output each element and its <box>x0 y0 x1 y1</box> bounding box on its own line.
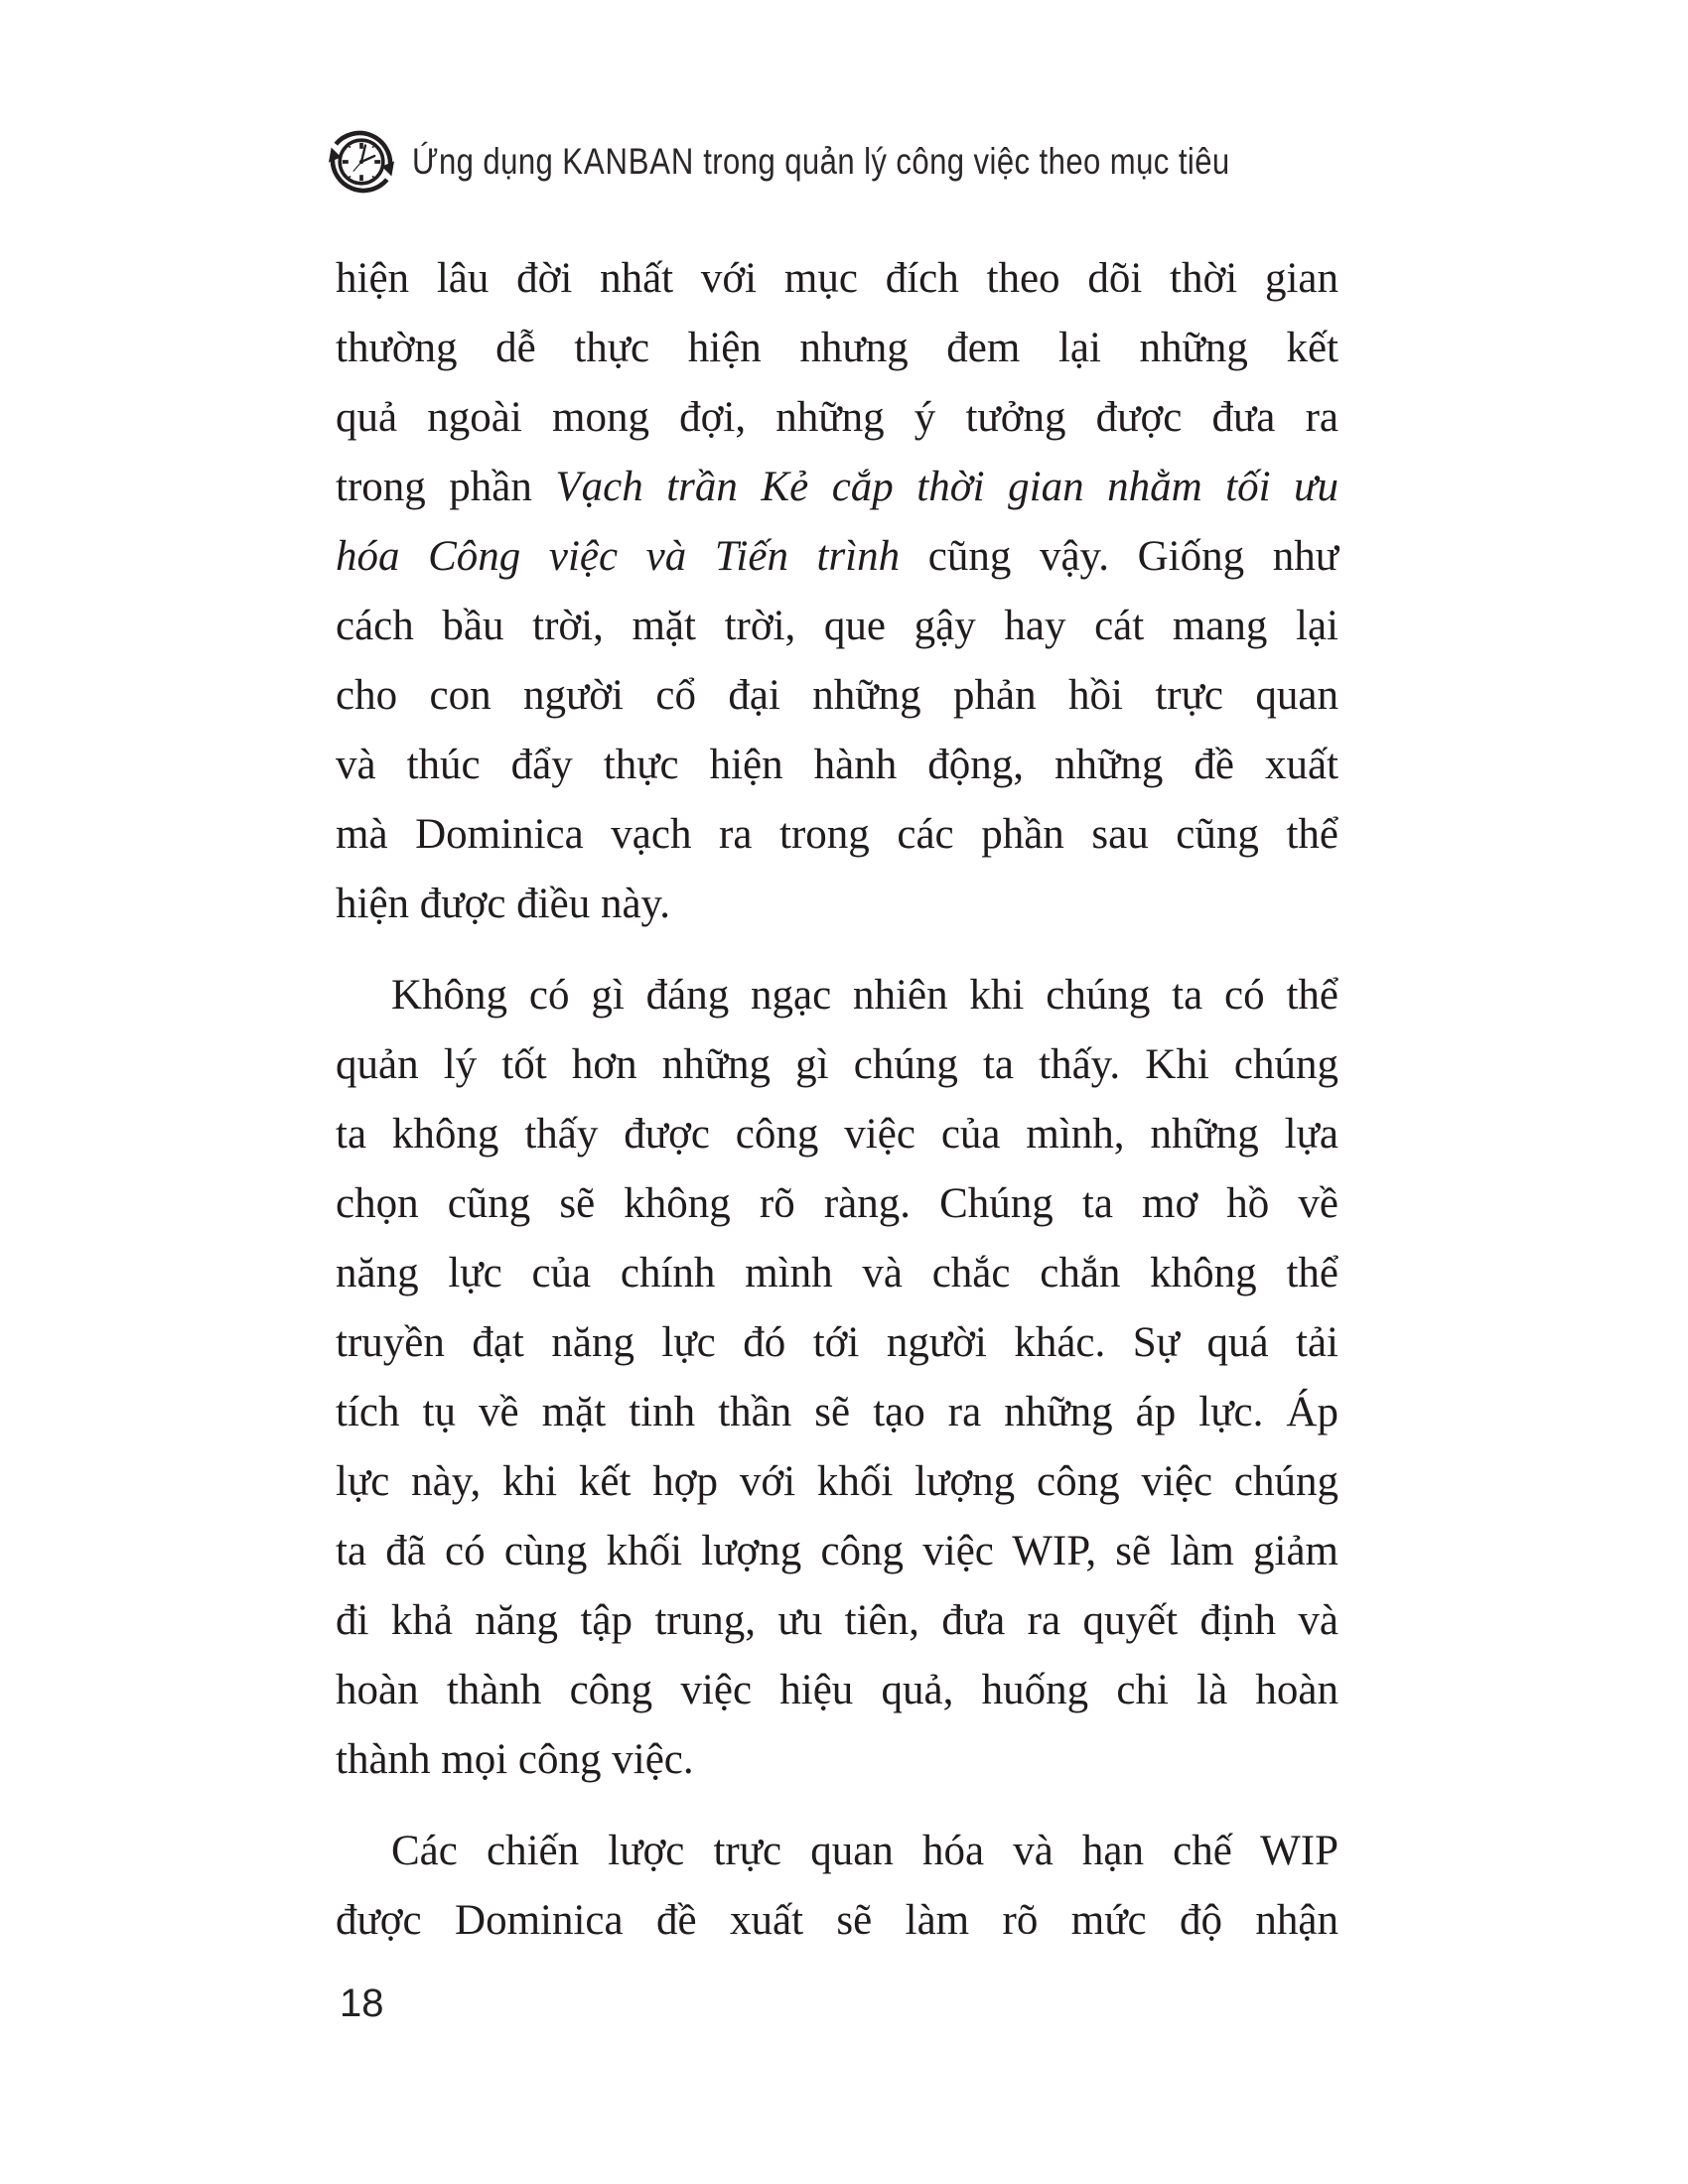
text-line: hoàn thành công việc hiệu quả, huống chi là hoàn <box>336 1667 1338 1713</box>
text-line: Không có gì đáng ngạc nhiên khi chúng ta có thể <box>391 972 1338 1019</box>
text-segment: cũng vậy. Giống như <box>900 533 1339 580</box>
running-head-title <box>412 141 1230 183</box>
text-segment-italic: hóa Công việc và Tiến trình <box>336 533 901 580</box>
text-line: quản lý tốt hơn những gì chúng ta thấy. Khi chúng <box>336 1041 1338 1088</box>
text-line: đi khả năng tập trung, ưu tiên, đưa ra quyết định và <box>336 1597 1338 1644</box>
text-line: được Dominica đề xuất sẽ làm rõ mức độ nhận <box>336 1897 1338 1944</box>
text-line: thường dễ thực hiện nhưng đem lại những kết <box>336 325 1338 371</box>
text-segment-italic: Vạch trần Kẻ cắp thời gian nhằm tối ưu <box>555 464 1338 510</box>
text-line: năng lực của chính mình và chắc chắn không thể <box>336 1250 1338 1297</box>
clock-refresh-icon <box>329 129 394 195</box>
text-line: hiện được điều này. <box>336 881 670 927</box>
paragraph-1 <box>336 244 1338 939</box>
page-header <box>329 129 1385 195</box>
text-line <box>336 453 1338 522</box>
paragraph-3 <box>336 1817 1338 1956</box>
running-head-segment: Ứng dụng <box>412 141 563 182</box>
text-line <box>336 522 1338 592</box>
text-segment: trong phần <box>336 464 556 510</box>
text-line: ta đã có cùng khối lượng công việc WIP, sẽ làm giảm <box>336 1528 1338 1574</box>
body-text <box>336 244 1338 1956</box>
text-line: truyền đạt năng lực đó tới người khác. Sự quá tải <box>336 1319 1338 1366</box>
text-line: ta không thấy được công việc của mình, những lựa <box>336 1111 1338 1158</box>
paragraph-2 <box>336 961 1338 1795</box>
text-line: cách bầu trời, mặt trời, que gậy hay cát mang lại <box>336 603 1338 649</box>
text-line: hiện lâu đời nhất với mục đích theo dõi thời gian <box>336 255 1338 302</box>
page-number: 18 <box>340 1981 384 2025</box>
text-line: tích tụ về mặt tinh thần sẽ tạo ra những áp lực. Áp <box>336 1389 1338 1435</box>
text-line: mà Dominica vạch ra trong các phần sau cũng thể <box>336 811 1338 858</box>
text-line: Các chiến lược trực quan hóa và hạn chế WIP <box>391 1828 1338 1874</box>
text-line: và thúc đẩy thực hiện hành động, những đề xuất <box>336 742 1338 788</box>
running-head-segment: trong quản lý công việc theo mục tiêu <box>694 141 1230 182</box>
text-line: lực này, khi kết hợp với khối lượng công việc chúng <box>336 1458 1338 1505</box>
text-line: thành mọi công việc. <box>336 1736 694 1783</box>
text-line: quả ngoài mong đợi, những ý tưởng được đưa ra <box>336 394 1338 441</box>
text-line: cho con người cổ đại những phản hồi trực quan <box>336 672 1338 719</box>
running-head-brand: KANBAN <box>562 141 695 182</box>
text-line: chọn cũng sẽ không rõ ràng. Chúng ta mơ hồ về <box>336 1180 1338 1227</box>
